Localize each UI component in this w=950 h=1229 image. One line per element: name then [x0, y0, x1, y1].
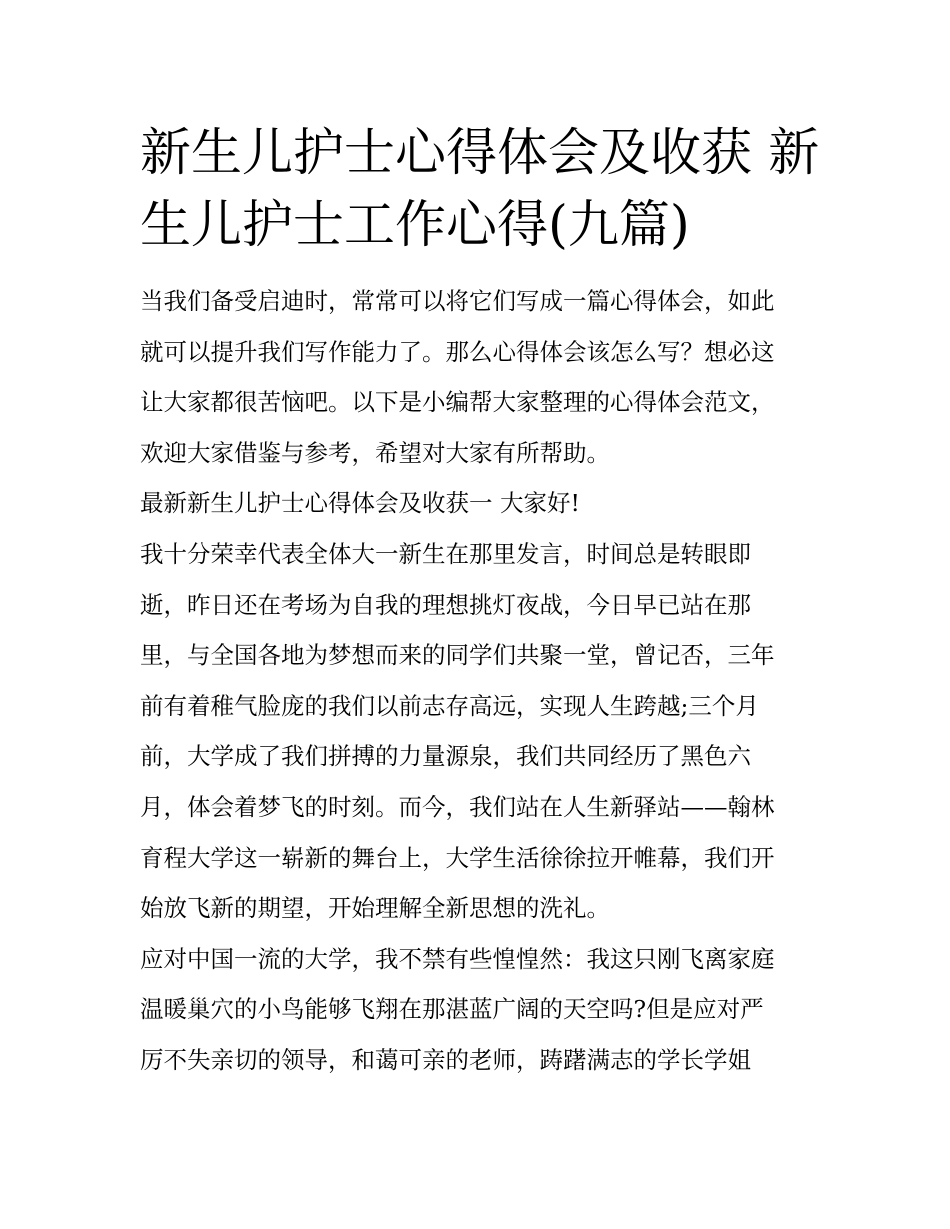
body-line: 应对中国一流的大学，我不禁有些惶惶然：我这只刚飞离家庭 [140, 944, 775, 973]
body-line: 温暖巢穴的小鸟能够飞翔在那湛蓝广阔的天空吗?但是应对严 [140, 995, 764, 1024]
body-line: 前有着稚气脸庞的我们以前志存高远，实现人生跨越;三个月 [140, 691, 759, 720]
body-line: 我十分荣幸代表全体大一新生在那里发言，时间总是转眼即 [140, 539, 751, 568]
body-line: 始放飞新的期望，开始理解全新思想的洗礼。 [140, 894, 610, 923]
body-line: 逝，昨日还在考场为自我的理想挑灯夜战，今日早已站在那 [140, 590, 751, 619]
body-line: 月，体会着梦飞的时刻。而今，我们站在人生新驿站——翰林 [140, 792, 775, 821]
body-line: 当我们备受启迪时，常常可以将它们写成一篇心得体会，如此 [140, 287, 775, 315]
title-line: 生儿护士工作心得(九篇) [140, 196, 690, 255]
body-line: 欢迎大家借鉴与参考，希望对大家有所帮助。 [140, 438, 610, 467]
body-line: 就可以提升我们写作能力了。那么心得体会该怎么写？想必这 [140, 337, 775, 366]
document-body [140, 276, 820, 1086]
document-title [140, 118, 820, 262]
title-line: 新生儿护士心得体会及收获 新 [140, 124, 820, 183]
body-line: 前，大学成了我们拼搏的力量源泉，我们共同经历了黑色六 [140, 742, 751, 771]
body-line: 里，与全国各地为梦想而来的同学们共聚一堂，曾记否，三年 [140, 641, 775, 670]
section-heading-line: 最新新生儿护士心得体会及收获一 大家好! [140, 489, 580, 518]
body-line: 育程大学这一崭新的舞台上，大学生活徐徐拉开帷幕，我们开 [140, 843, 775, 872]
body-line: 让大家都很苦恼吧。以下是小编帮大家整理的心得体会范文， [140, 388, 775, 417]
body-line: 厉不失亲切的领导，和蔼可亲的老师，踌躇满志的学长学姐 [140, 1045, 751, 1074]
